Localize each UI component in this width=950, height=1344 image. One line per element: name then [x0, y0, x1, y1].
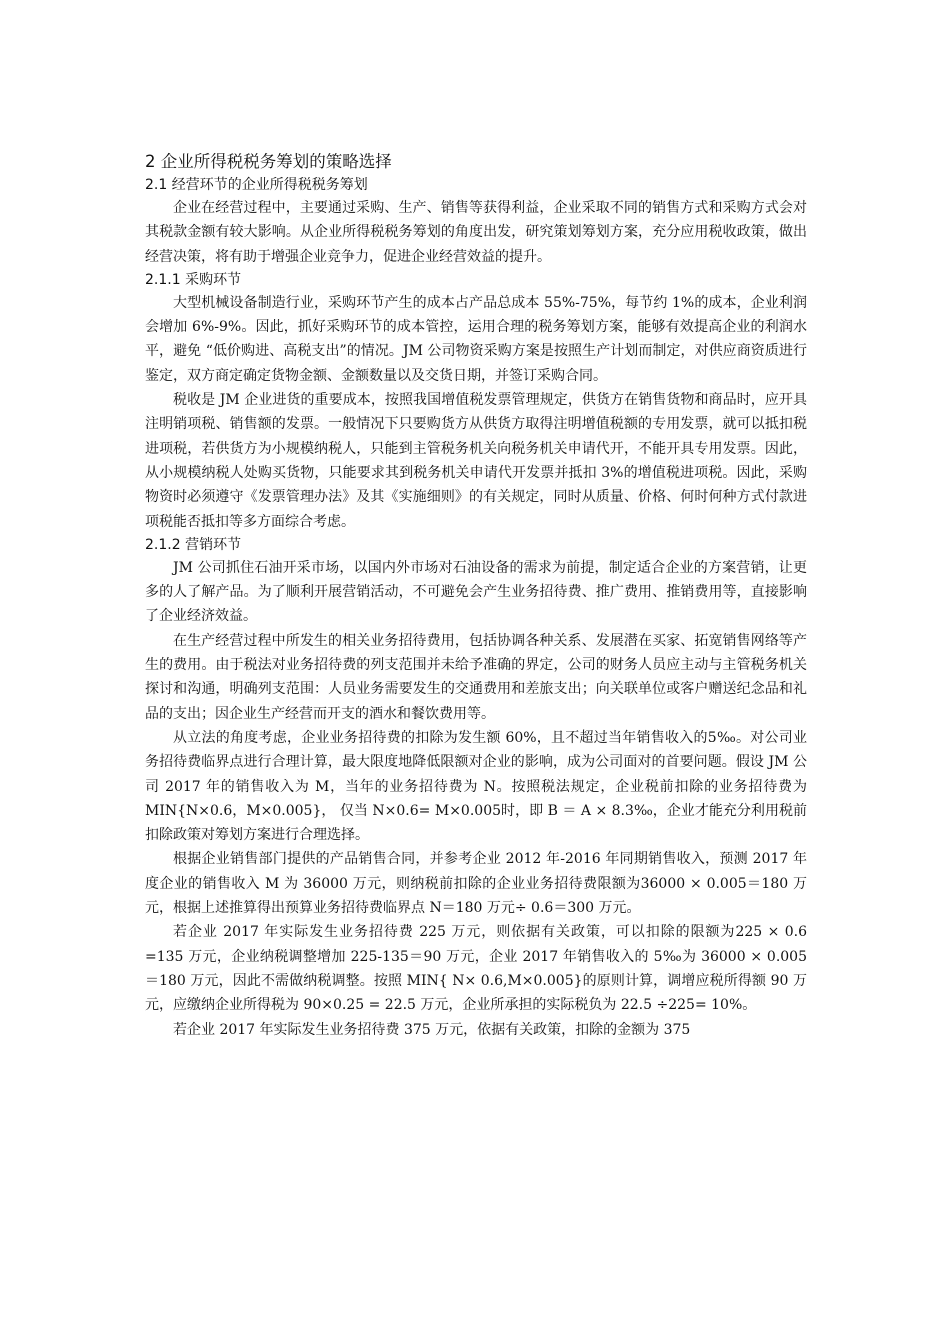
marketing-paragraph-1: JM 公司抓住石油开采市场，以国内外市场对石油设备的需求为前提，制定适合企业的方案营销，让更多的人了解产品。为了顺利开展营销活动，不可避免会产生业务招待费、推广费用、推销费用等，直接影响了企业经济效益。 — [145, 559, 807, 625]
marketing-paragraph-5: 若企业 2017 年实际发生业务招待费 225 万元，则依据有关政策，可以扣除的限额为225 × 0.6 =135 万元，企业纳税调整增加 225-135＝90 万元，企业 2017 年销售收入的 5‰为 36000 × 0.005＝180 万元，因此不需做纳税调整。按照 MIN{ N× 0.6,M×0.005}的原则计算，调增应税所得额 90 万元，应缴纳企业所得税为 90×0.25 = 22.5 万元，企业所承担的实际税负为 22.5 ÷225= 10%。 — [145, 924, 807, 1014]
document-page — [145, 150, 807, 1042]
marketing-paragraph-2: 在生产经营过程中所发生的相关业务招待费用，包括协调各种关系、发展潜在买家、拓宽销售网络等产生的费用。由于税法对业务招待费的列支范围并未给予准确的界定，公司的财务人员应主动与主管税务机关探讨和沟通，明确列支范围：人员业务需要发生的交通费用和差旅支出；向关联单位或客户赠送纪念品和礼品的支出；因企业生产经营而开支的酒水和餐饮费用等。 — [145, 632, 807, 722]
marketing-paragraph-3: 从立法的角度考虑，企业业务招待费的扣除为发生额 60%，且不超过当年销售收入的5‰。对公司业务招待费临界点进行合理计算，最大限度地降低限额对企业的影响，成为公司面对的首要问题。假设 JM 公司 2017 年的销售收入为 M，当年的业务招待费为 N。按照税法规定，企业税前扣除的业务招待费为 MIN{N×0.6，M×0.005}， 仅当 N×0.6= M×0.005时，即 B ＝ A × 8.3‰，企业才能充分利用税前扣除政策对筹划方案进行合理选择。 — [145, 729, 807, 844]
intro-paragraph: 企业在经营过程中，主要通过采购、生产、销售等获得利益，企业采取不同的销售方式和采购方式会对其税款金额有较大影响。从企业所得税税务筹划的角度出发，研究策划筹划方案，充分应用税收政策，做出经营决策，将有助于增强企业竞争力，促进企业经营效益的提升。 — [145, 200, 807, 265]
marketing-paragraph-6: 若企业 2017 年实际发生业务招待费 375 万元，依据有关政策，扣除的金额为 375 — [173, 1021, 691, 1038]
marketing-paragraph-4: 根据企业销售部门提供的产品销售合同，并参考企业 2012 年-2016 年同期销售收入，预测 2017 年度企业的销售收入 M 为 36000 万元，则纳税前扣除的企业业务招待费限额为36000 × 0.005＝180 万元，根据上述推算得出预算业务招待费临界点 N＝180 万元÷ 0.6＝300 万元。 — [145, 851, 807, 917]
section-heading: 2 企业所得税税务筹划的策略选择 — [145, 152, 392, 171]
subsection-heading: 2.1 经营环节的企业所得税税务筹划 — [145, 177, 368, 193]
purchase-paragraph-1: 大型机械设备制造行业，采购环节产生的成本占产品总成本 55%-75%，每节约 1%的成本，企业利润会增加 6%-9%。因此，抓好采购环节的成本管控，运用合理的税务筹划方案，能够有效提高企业的利润水平，避免 “低价购进、高税支出”的情况。JM 公司物资采购方案是按照生产计划而制定，对供应商资质进行鉴定，双方商定确定货物金额、金额数量以及交货日期，并签订采购合同。 — [145, 294, 807, 384]
purchase-paragraph-2: 税收是 JM 企业进货的重要成本，按照我国增值税发票管理规定，供货方在销售货物和商品时，应开具注明销项税、销售额的发票。一般情况下只要购货方从供货方取得注明增值税额的专用发票，就可以抵扣税进项税，若供货方为小规模纳税人，只能到主管税务机关向税务机关申请代开，不能开具专用发票。因此，从小规模纳税人处购买货物，只能要求其到税务机关申请代开发票并抵扣 3%的增值税进项税。因此，采购物资时必须遵守《发票管理办法》及其《实施细则》的有关规定，同时从质量、价格、何时何种方式付款进项税能否抵扣等多方面综合考虑。 — [145, 392, 807, 530]
marketing-heading: 2.1.2 营销环节 — [145, 536, 242, 553]
purchase-heading: 2.1.1 采购环节 — [145, 271, 242, 288]
